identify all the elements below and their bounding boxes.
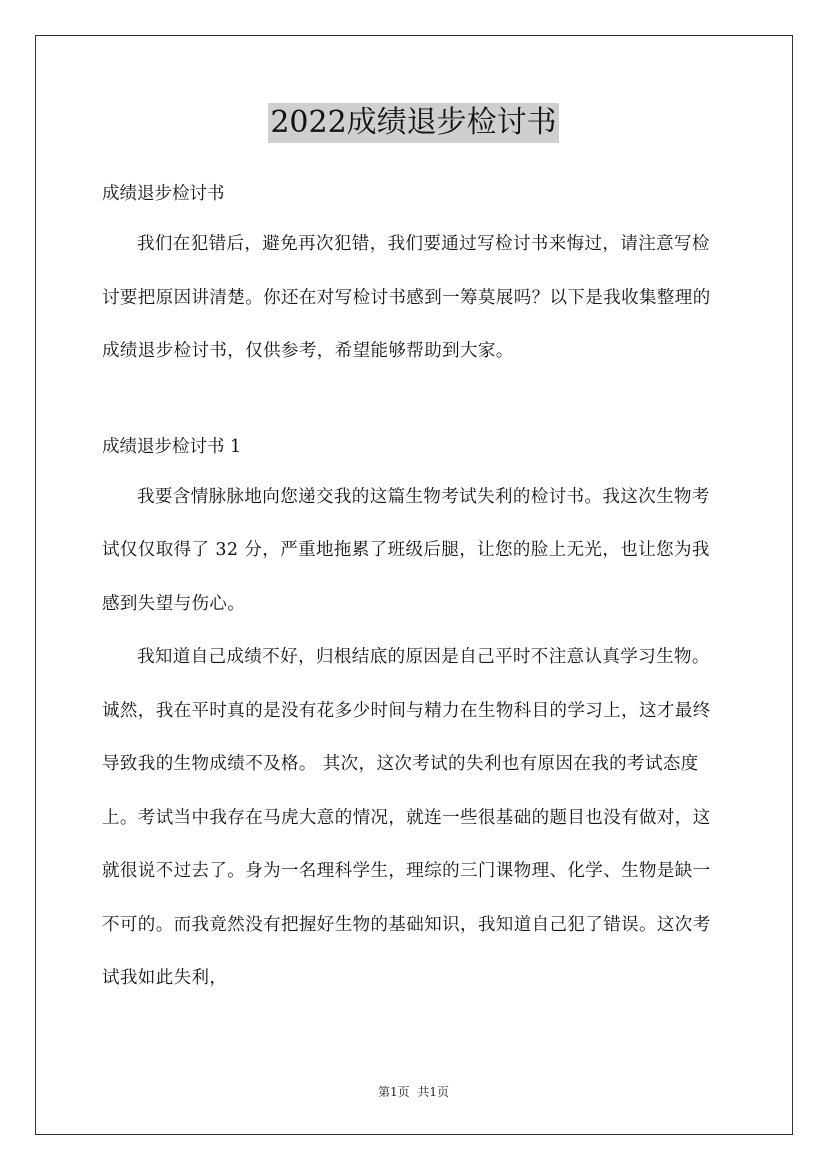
body-paragraph: 我要含情脉脉地向您递交我的这篇生物考试失利的检讨书。我这次生物考试仅仅取得了 32 分，严重地拖累了班级后腿，让您的脸上无光，也让您为我感到失望与伤心。 <box>102 486 710 614</box>
intro-paragraph: 我们在犯错后，避免再次犯错，我们要通过写检讨书来悔过，请注意写检讨要把原因讲清楚。你还在对写检讨书感到一筹莫展吗？以下是我收集整理的成绩退步检讨书，仅供参考，希望能够帮助到大家。 <box>102 234 711 361</box>
section-heading: 成绩退步检讨书 1 <box>102 436 242 457</box>
spacer <box>102 379 727 429</box>
document-title: 2022成绩退步检讨书 <box>268 103 558 143</box>
body-paragraph: 我知道自己成绩不好，归根结底的原因是自己平时不注意认真学习生物。诚然，我在平时真的是没有花多少时间与精力在生物科目的学习上，这才最终导致我的生物成绩不及格。 其次，这次考试的失利也有原因在我的考试态度上。考试当中我存在马虎大意的情况，就连一些很基础的题目也没有做对，这就很说不过去了。身为一名理科学生，理综的三门课物理、化学、生物是缺一不可的。而我竟然没有把握好生物的基础知识，我知道自己犯了错误。这次考试我如此失利， <box>102 647 711 988</box>
document-body <box>102 176 727 1006</box>
page-number: 第1页 <box>377 1085 410 1099</box>
page-footer <box>0 1083 827 1100</box>
title-container <box>0 103 827 143</box>
page-total: 共1页 <box>417 1085 450 1099</box>
document-subtitle: 成绩退步检讨书 <box>102 184 225 204</box>
